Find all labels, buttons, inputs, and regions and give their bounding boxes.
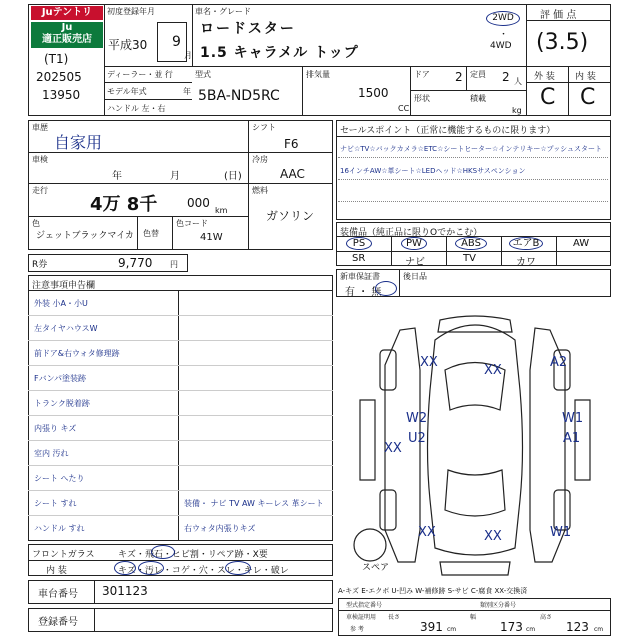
equip-leather: カワ [516,257,536,268]
dims-label: 車検証明用 [346,614,377,621]
equipment-title: 装備品（純正品に限りΟでかこむ） [340,228,483,238]
type-label: 車歴 [32,123,48,132]
fuel-value: ガソリン [266,209,315,223]
mileage-value: 4万 8千 [90,194,158,215]
exterior-label: 外 装 [534,72,555,82]
lot-number: 13950 [42,88,81,102]
length-label: 長さ [388,614,401,621]
equip-abs: ABS [455,237,487,250]
inspection-label: 車検 [32,155,48,164]
chassis-value: 301123 [102,584,148,598]
interior-row-value: キズ・汚レ・コゲ・穴・スレ・キレ・破レ [118,566,289,576]
glass-value: キズ・飛石・ヒビ割・リペア跡・X要 [118,550,268,560]
interior-stain-mark [138,561,164,575]
damage-legend: A-キズ E-エクボ U-凹み W-補修跡 S-サビ C-腐食 XX-交換済 [338,587,528,595]
ref-label: 参 考 [350,626,364,633]
equip-aw: AW [573,238,590,249]
venue-code: (T1) [44,52,69,66]
color-label: 色 [32,219,40,228]
store-badge-top: Ju [61,22,73,33]
recycle-unit: 円 [170,260,178,269]
warranty-none-mark [375,281,397,296]
handle-label: ハンドル 左・右 [107,104,166,113]
note-row-left: 外装 小A・小U [34,299,88,308]
door-value: 2 [455,70,463,84]
note-row-left: Fバンパ塗装跡 [34,374,87,383]
mark-xx-rear-left: XX [418,525,436,540]
height-unit: cm [594,626,604,633]
car-damage-diagram [340,300,610,585]
equip-sr: SR [352,253,366,264]
first-reg-month-unit: 月 [184,51,192,60]
shift-value: F6 [284,137,299,151]
color-code-label: 色コード [176,219,208,228]
shift-label: シフト [252,123,276,132]
note-row-left: 前ドア&右ウォタ修理跡 [34,349,120,358]
capacity-unit: 人 [514,77,522,86]
mileage-tail: 000 [187,196,210,210]
color-value: ジェットブラックマイカ [36,231,134,241]
notes-title: 注意事項申告欄 [32,281,96,291]
km-unit: km [215,206,228,215]
width-value: 173 [500,620,523,634]
mark-w1-right-door: W1 [562,411,584,426]
color-code: 41W [200,232,223,243]
first-reg-year: 9 [172,34,181,50]
ac-label: 冷房 [252,155,268,164]
inspection-month-label: 月 [170,171,180,182]
displacement: 1500 [358,86,389,100]
model-label: 型式 [195,70,211,79]
mark-xx-front-left: XX [420,355,438,370]
equip-airbag: エアB [509,237,543,250]
note-row-left: 内張り キズ [34,424,77,433]
equip-tv: TV [463,253,476,264]
eval-score: (3.5) [536,30,589,55]
mark-w2-left-door: W2 [406,411,428,426]
color-change-label: 色替 [143,229,159,238]
note-row-left: 室内 汚れ [34,449,69,458]
equip-pw: PW [401,237,427,250]
mark-xx-hood: XX [484,363,502,378]
note-row-left: 左タイヤハウスW [34,324,98,333]
mark-xx-trunk: XX [484,529,502,544]
capacity-label: 定員 [470,70,486,79]
recycle-section [28,254,188,272]
interior-wear-mark [225,561,251,575]
width-label: 幅 [470,614,477,621]
mileage-label: 走行 [32,186,48,195]
door-label: ドア [414,70,430,79]
model-year-label: モデル年式 [107,87,147,96]
load-unit: kg [512,106,522,115]
note-row-left: シート すれ [34,499,77,508]
eval-label: 評 価 点 [540,10,577,21]
after-items-label: 後日品 [403,272,427,281]
warranty-label: 新車保証書 [340,272,380,281]
note-row-left: トランク脱着跡 [34,399,90,408]
glass-label: フロントガラス [32,550,95,560]
inspection-year-label: 年 [112,171,122,182]
inspection-day-label: (日) [224,171,242,182]
interior-row-label: 内 装 [46,566,67,576]
recycle-label: R券 [32,260,48,270]
model-code: 5BA-ND5RC [198,88,280,104]
length-value: 391 [420,620,443,634]
mark-u2-left-door: U2 [408,431,426,446]
brand-logo: Juテントリ [31,6,103,20]
interior-label: 内 装 [575,72,596,82]
interior-grade: C [580,85,596,110]
first-reg-era: 平成30 [108,38,148,52]
sales-points-title: セールスポイント（正常に機能するものに限ります） [340,126,556,136]
interior-scratch-mark [114,561,136,575]
width-unit: cm [526,626,536,633]
car-grade: 1.5 キャラメル トップ [200,45,359,61]
drive-4wd: 4WD [490,41,512,51]
drive-dot: ・ [499,30,509,40]
load-label: 積載 [470,94,486,103]
shape-label: 形状 [414,94,430,103]
chassis-label: 車台番号 [38,589,78,600]
displacement-label: 排気量 [306,70,330,79]
registration-label: 登録番号 [38,617,78,628]
note-row-left: ハンドル すれ [34,524,85,533]
mark-a1-right-door: A1 [563,431,581,446]
capacity-value: 2 [502,70,510,84]
glass-chip-mark [151,545,175,559]
type-value: 自家用 [54,133,103,152]
exterior-grade: C [540,85,556,110]
store-badge [31,22,103,48]
type-designation-label: 型式指定番号 [346,602,383,609]
store-badge-bottom: 適正販売店 [42,34,92,45]
sales-points-line1: ナビ☆TV☆バックカメラ☆ETC☆シートヒーター☆インテリキー☆プッシュスタート [340,145,602,153]
mark-xx-left-side: XX [384,441,402,456]
cc-unit: CC [398,104,410,113]
class-number-label: 類別区分番号 [480,602,517,609]
fuel-label: 燃料 [252,186,268,195]
recycle-value: 9,770 [118,256,153,270]
drive-2wd: 2WD [486,11,520,26]
first-reg-label: 初度登録年月 [107,7,155,16]
equip-ps: PS [346,237,372,250]
sales-points-line2: 16インチAW☆革シート☆LEDヘッド☆HKSサスペンション [340,167,526,175]
note-row-right: 装備・ ナビ TV AW キーレス 革シート [184,499,324,508]
spare-label: スペア [362,563,390,573]
note-row-right: 右ウォタ内張りキズ [184,524,256,533]
dealer-label: ディーラー・並 行 [107,70,173,79]
ac-value: AAC [280,167,305,181]
length-unit: cm [447,626,457,633]
model-year-unit: 年 [183,87,191,96]
auction-date: 202505 [36,70,82,84]
height-value: 123 [566,620,589,634]
mark-a2-front-right: A2 [550,355,568,370]
height-label: 高さ [540,614,553,621]
mark-w1-rear-right: W1 [550,525,572,540]
car-name: ロードスター [200,21,296,37]
equip-navi: ナビ [405,257,425,268]
note-row-left: シート へたり [34,474,85,483]
car-name-label: 車名・グレード [195,7,251,16]
warranty-value: 有 ・ 無 [345,287,382,298]
